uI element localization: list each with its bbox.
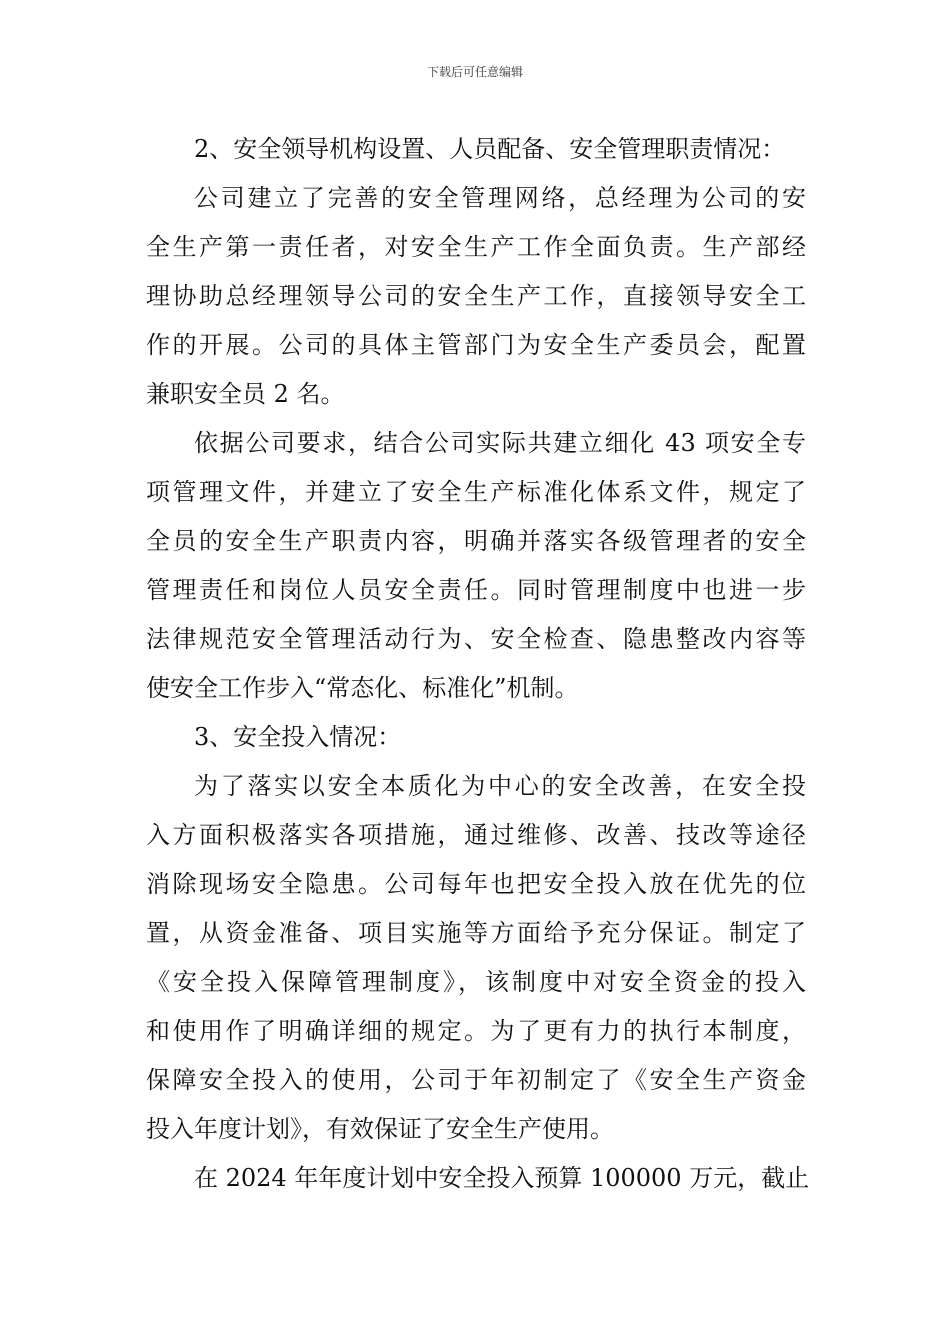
text-line: 《安全投入保障管理制度》，该制度中对安全资金的投入 [146,968,806,996]
text-line: 置，从资金准备、项目实施等方面给予充分保证。制定了 [146,919,806,947]
text-line: 项管理文件，并建立了安全生产标准化体系文件，规定了 [146,478,806,506]
text-line: 保障安全投入的使用，公司于年初制定了《安全生产资金 [146,1066,806,1094]
page-header: 下载后可任意编辑 [426,65,523,79]
section-heading [146,713,806,762]
paragraph [146,419,806,713]
text-line: 为了落实以安全本质化为中心的安全改善，在安全投 [194,772,806,800]
text-line: 消除现场安全隐患。公司每年也把安全投入放在优先的位 [146,870,806,898]
text-line: 兼职安全员 2 名。 [146,380,345,408]
document-body [146,125,810,1203]
text-line: 作的开展。公司的具体主管部门为安全生产委员会，配置 [146,331,806,359]
text-line: 理协助总经理领导公司的安全生产工作，直接领导安全工 [146,282,806,310]
text-line: 在 2024 年年度计划中安全投入预算 100000 万元，截止 [194,1164,810,1192]
text-line: 管理责任和岗位人员安全责任。同时管理制度中也进一步 [146,576,806,604]
text-line: 和使用作了明确详细的规定。为了更有力的执行本制度， [146,1017,806,1045]
text-line: 依据公司要求，结合公司实际共建立细化 43 项安全专 [194,429,806,457]
text-line: 2、安全领导机构设置、人员配备、安全管理职责情况： [194,135,786,163]
section-heading [146,125,806,174]
text-line: 法律规范安全管理活动行为、安全检查、隐患整改内容等 [146,625,806,653]
text-line: 全生产第一责任者，对安全生产工作全面负责。生产部经 [146,233,806,261]
text-line: 入方面积极落实各项措施，通过维修、改善、技改等途径 [146,821,806,849]
paragraph [146,762,806,1154]
text-line: 投入年度计划》，有效保证了安全生产使用。 [146,1115,614,1143]
text-line: 公司建立了完善的安全管理网络，总经理为公司的安 [194,184,806,212]
paragraph [146,1154,810,1203]
paragraph [146,174,806,419]
text-line: 全员的安全生产职责内容，明确并落实各级管理者的安全 [146,527,806,555]
text-line: 使安全工作步入“常态化、标准化”机制。 [146,674,579,702]
text-line: 3、安全投入情况： [194,723,402,751]
